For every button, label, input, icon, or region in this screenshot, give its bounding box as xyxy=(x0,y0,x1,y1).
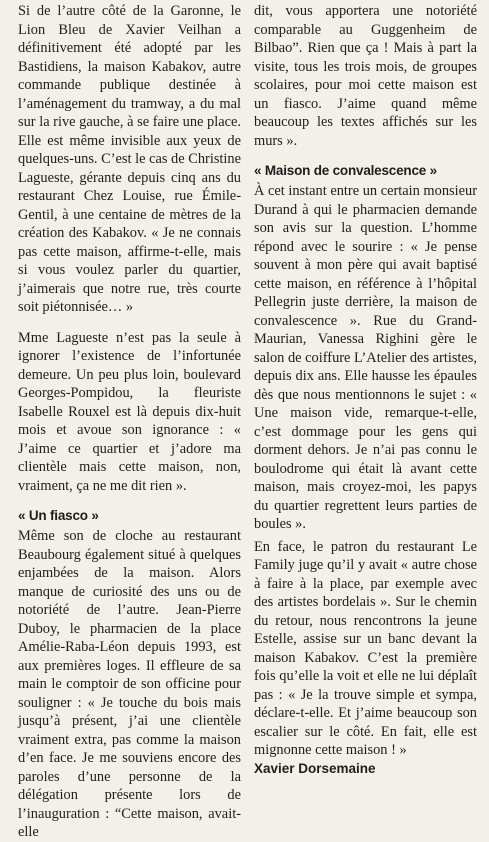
paragraph-spacer xyxy=(18,317,241,329)
paragraph: Même son de cloche au restaurant Beaubourg également situé à quelques enjambées de la maison. Alors manque de curiosité des uns ou de notoriété de l’autre. Jean-Pierre Duboy, le pharmacien de la place Amélie-Raba-Léon depuis 1993, est aux premières loges. Il effleure de sa main le comptoir de son officine pour souligner : « Je touche du bois mais jusqu’à présent, j’ai une clientèle vraiment extra, pas comme la maison d’en face. Je me souviens encore des paroles d’une personne de la délégation présente lors de l’inauguration : “Cette maison, avait-elle xyxy=(18,528,241,840)
author-signature: Xavier Dorsemaine xyxy=(254,760,376,776)
paragraph: dit, vous apportera une notoriété comparable au Guggenheim de Bilbao”. Rien que ça ! Mais à part la visite, tous les trois mois, de groupes scolaires, pour moi cette maison est un fiasco. J’aime quand même beaucoup les textes affichés sur les murs ». xyxy=(254,3,477,149)
paragraph: En face, le patron du restaurant Le Family juge qu’il y avait « autre chose à faire à la place, par exemple avec des artistes bordelais ». Sur le chemin du retour, nous rencontrons la jeune Estelle, assise sur un banc devant la maison Kabakov. C’est la première fois qu’elle la voit et elle ne lui déplaît pas : « Je la trouve simple et sympa, déclare-t-elle. Et j’aime beaucoup son escalier sur le côté. En fait, elle est mignonne cette maison ! » xyxy=(254,538,477,758)
article-column-left xyxy=(18,2,242,840)
section-heading: « Un fiasco » xyxy=(18,508,99,523)
section-heading: « Maison de convalescence » xyxy=(254,163,437,178)
paragraph: À cet instant entre un certain monsieur Durand à qui le pharmacien demande son avis sur la question. L’homme répond avec le sourire : « Je pense souvent à mon père qui avait baptisé cette maison, en référence à l’hôpital Pellegrin juste derrière, la maison de convalescence ». Rue du Grand-Maurian, Vanessa Righini gère le salon de coiffure L’Atelier des artistes, depuis dix ans. Elle hausse les épaules dès que nous mentionnons le sujet : « Une maison vide, remarque-t-elle, c’est dommage pour les gens qui dorment dehors. Je n’ai pas connu le boulodrome qui était là avant cette maison, mais croyez-moi, les papys du quartier regrettent leurs parties de boules ». xyxy=(254,183,477,532)
article-column-right xyxy=(254,2,477,814)
paragraph: Mme Lagueste n’est pas la seule à ignorer l’existence de l’infortunée demeure. Un peu plus loin, boulevard Georges-Pompidou, la fleuriste Isabelle Rouxel est là depuis dix-huit mois et avoue son ignorance : « J’aime ce quartier et j’adore ma clientèle mais cette maison, non, vraiment, ça ne me dit rien ». xyxy=(18,329,241,494)
paragraph: Si de l’autre côté de la Garonne, le Lion Bleu de Xavier Veilhan a définitivement été adopté par les Bastidiens, la maison Kabakov, autre commande publique destinée à l’aménagement du tramway, a du mal sur la rive gauche, à se faire une place. Elle est même invisible aux yeux de quelques-uns. C’est le cas de Christine Lagueste, gérante depuis cinq ans du restaurant Chez Louise, rue Émile-Gentil, à une centaine de mètres de la création des Kabakov. « Je ne connais pas cette maison, affirme-t-elle, mais si vous voulez parler du quartier, j’aimerais que notre rue, très courte soit piétonnisée… » xyxy=(18,3,242,315)
